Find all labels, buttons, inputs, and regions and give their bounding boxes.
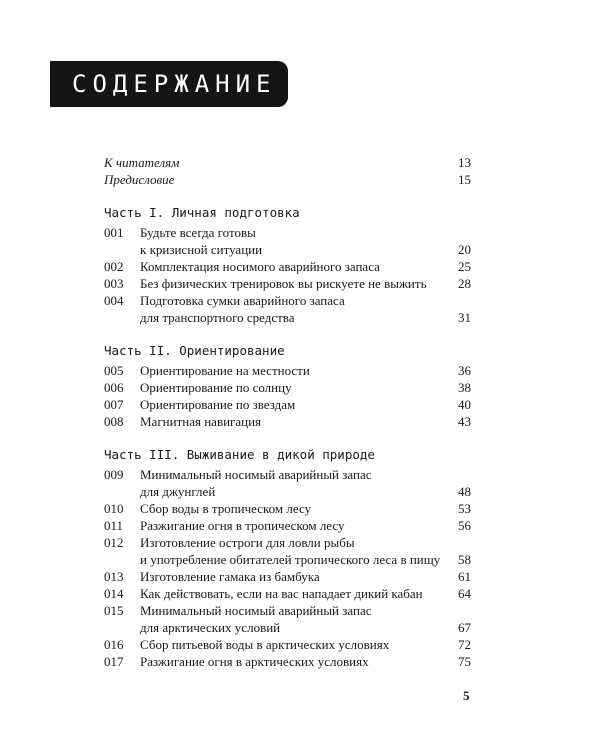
entry-title: Комплектация носимого аварийного запаса (140, 259, 380, 274)
page-title: СОДЕРЖАНИЕ (72, 70, 277, 98)
entry-title: Сбор воды в тропическом лесу (140, 501, 312, 516)
entry-page: 75 (458, 654, 471, 669)
entry-page: 28 (458, 276, 471, 291)
toc-entry-line (104, 602, 471, 619)
entry-title: Как действовать, если на вас нападает дикий кабан (140, 586, 423, 601)
entry-number: 012 (104, 535, 124, 550)
toc-entry-line (104, 483, 471, 500)
entry-title: Сбор питьевой воды в арктических условиях (140, 637, 390, 652)
entry-page: 56 (458, 518, 471, 533)
front-entry (104, 154, 471, 171)
entry-title: Предисловие (104, 172, 175, 187)
toc-entry-line (104, 292, 471, 309)
entry-page: 67 (458, 620, 471, 635)
entry-title: Будьте всегда готовы (140, 225, 256, 240)
entry-title: Изготовление гамака из бамбука (140, 569, 320, 584)
entry-page: 64 (458, 586, 471, 601)
entry-title-continued: для арктических условий (140, 620, 281, 635)
entry-page: 38 (458, 380, 471, 395)
toc-entry-line (104, 466, 471, 483)
entry-page: 43 (458, 414, 471, 429)
entry-title-continued: для транспортного средства (140, 310, 295, 325)
part-title: Часть I. Личная подготовка (104, 205, 300, 220)
entry-page: 40 (458, 397, 471, 412)
page-number: 5 (463, 688, 470, 703)
toc-entry-line (104, 619, 471, 636)
entry-title: Магнитная навигация (140, 414, 262, 429)
entry-number: 011 (104, 518, 124, 533)
toc-entry-line (104, 585, 471, 602)
toc-entry-line (104, 224, 471, 241)
toc-entry-line (104, 396, 471, 413)
toc-entry-line (104, 517, 471, 534)
section-gap (104, 188, 471, 204)
section-gap (104, 326, 471, 342)
entry-page: 25 (458, 259, 471, 274)
toc-entry-line (104, 636, 471, 653)
toc-entry-line (104, 500, 471, 517)
entry-page: 31 (458, 310, 471, 325)
toc-entry-line (104, 653, 471, 670)
entry-title: Разжигание огня в арктических условиях (140, 654, 369, 669)
toc-entry-line (104, 379, 471, 396)
entry-page: 20 (458, 242, 471, 257)
toc-entry-line (104, 309, 471, 326)
entry-number: 001 (104, 225, 124, 240)
entry-number: 008 (104, 414, 124, 429)
toc-entry-line (104, 568, 471, 585)
entry-title: Ориентирование по солнцу (140, 380, 292, 395)
entry-title: Минимальный носимый аварийный запас (140, 603, 372, 618)
entry-number: 004 (104, 293, 124, 308)
entry-title-continued: и употребление обитателей тропического леса в пищу (140, 552, 441, 567)
toc-entry-line (104, 413, 471, 430)
entry-number: 010 (104, 501, 124, 516)
entry-number: 013 (104, 569, 124, 584)
entry-page: 15 (458, 172, 471, 187)
entry-title: Разжигание огня в тропическом лесу (140, 518, 345, 533)
entry-page: 36 (458, 363, 471, 378)
entry-number: 009 (104, 467, 124, 482)
entry-page: 58 (458, 552, 471, 567)
entry-title-continued: к кризисной ситуации (140, 242, 263, 257)
entry-page: 72 (458, 637, 471, 652)
section-gap (104, 430, 471, 446)
entry-number: 002 (104, 259, 124, 274)
entry-title: Подготовка сумки аварийного запаса (140, 293, 345, 308)
toc-entry-line (104, 362, 471, 379)
part-title: Часть II. Ориентирование (104, 343, 285, 358)
front-entry (104, 171, 471, 188)
part-title: Часть III. Выживание в дикой природе (104, 447, 375, 462)
entry-number: 016 (104, 637, 124, 652)
title-bar (50, 61, 288, 107)
entry-title: Ориентирование на местности (140, 363, 310, 378)
toc-entry-line (104, 258, 471, 275)
entry-page: 61 (458, 569, 471, 584)
toc-entry-line (104, 534, 471, 551)
entry-title: Без физических тренировок вы рискуете не выжить (140, 276, 427, 291)
toc-entry-line (104, 241, 471, 258)
entry-number: 007 (104, 397, 124, 412)
toc-entry-line (104, 275, 471, 292)
table-of-contents (104, 154, 471, 670)
entry-title: Ориентирование по звездам (140, 397, 296, 412)
entry-number: 017 (104, 654, 124, 669)
entry-title: К читателям (104, 155, 180, 170)
entry-page: 13 (458, 155, 471, 170)
entry-number: 006 (104, 380, 124, 395)
entry-title: Минимальный носимый аварийный запас (140, 467, 372, 482)
entry-number: 005 (104, 363, 124, 378)
entry-number: 003 (104, 276, 124, 291)
entry-number: 015 (104, 603, 124, 618)
entry-page: 53 (458, 501, 471, 516)
entry-title-continued: для джунглей (140, 484, 216, 499)
entry-title: Изготовление остроги для ловли рыбы (140, 535, 355, 550)
entry-page: 48 (458, 484, 471, 499)
toc-entry-line (104, 551, 471, 568)
entry-number: 014 (104, 586, 124, 601)
